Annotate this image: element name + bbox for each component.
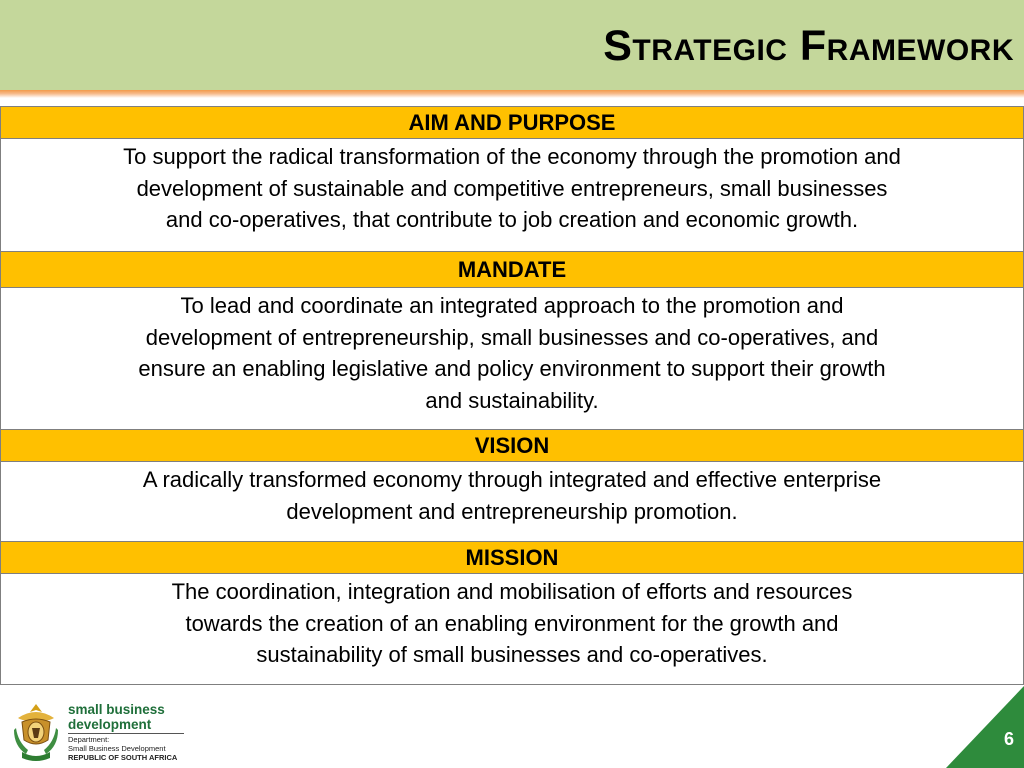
framework-table <box>0 106 1024 685</box>
page-number: 6 <box>1003 729 1014 749</box>
page-corner-triangle <box>946 686 1024 768</box>
vision-line: development and entrepreneurship promotion. <box>286 498 738 524</box>
mission-line: The coordination, integration and mobilisation of efforts and resources <box>171 579 853 604</box>
logo-line-2: development <box>68 717 152 732</box>
logo-dept-name: Small Business Development <box>68 744 166 753</box>
aim-purpose-heading: AIM AND PURPOSE <box>1 107 1023 139</box>
logo-dept-label: Department: <box>68 735 110 744</box>
slide-title: Strategic Framework <box>603 22 1014 70</box>
logo-line-1: small business <box>68 702 165 717</box>
logo-wordmark <box>68 702 165 732</box>
title-bar <box>0 0 1024 90</box>
mandate-line: ensure an enabling legislative and policy environment to support their growth <box>138 356 886 381</box>
vision-text <box>1 462 1023 542</box>
title-divider <box>0 90 1024 98</box>
mandate-line: To lead and coordinate an integrated approach to the promotion and <box>180 293 844 318</box>
mandate-text <box>1 288 1023 430</box>
vision-line: A radically transformed economy through integrated and effective enterprise <box>142 467 882 492</box>
aim-purpose-line: development of sustainable and competitive entrepreneurs, small businesses <box>136 175 888 201</box>
logo-country: REPUBLIC OF SOUTH AFRICA <box>68 753 178 762</box>
mandate-line: development of entrepreneurship, small businesses and co-operatives, and <box>145 324 879 350</box>
mission-line: sustainability of small businesses and co-operatives. <box>256 642 768 667</box>
department-logo <box>12 702 202 764</box>
mission-line: towards the creation of an enabling environment for the growth and <box>185 610 839 636</box>
mandate-heading: MANDATE <box>1 252 1023 288</box>
aim-purpose-line: To support the radical transformation of the economy through the promotion and <box>123 144 901 169</box>
aim-purpose-text <box>1 139 1023 252</box>
aim-purpose-line: and co-operatives, that contribute to job creation and economic growth. <box>165 207 859 232</box>
coat-of-arms-icon <box>12 702 60 762</box>
mandate-line: and sustainability. <box>425 387 599 413</box>
logo-divider <box>68 733 184 734</box>
vision-heading: VISION <box>1 430 1023 462</box>
mission-text <box>1 574 1023 685</box>
logo-department-text <box>68 735 177 762</box>
mission-heading: MISSION <box>1 542 1023 574</box>
